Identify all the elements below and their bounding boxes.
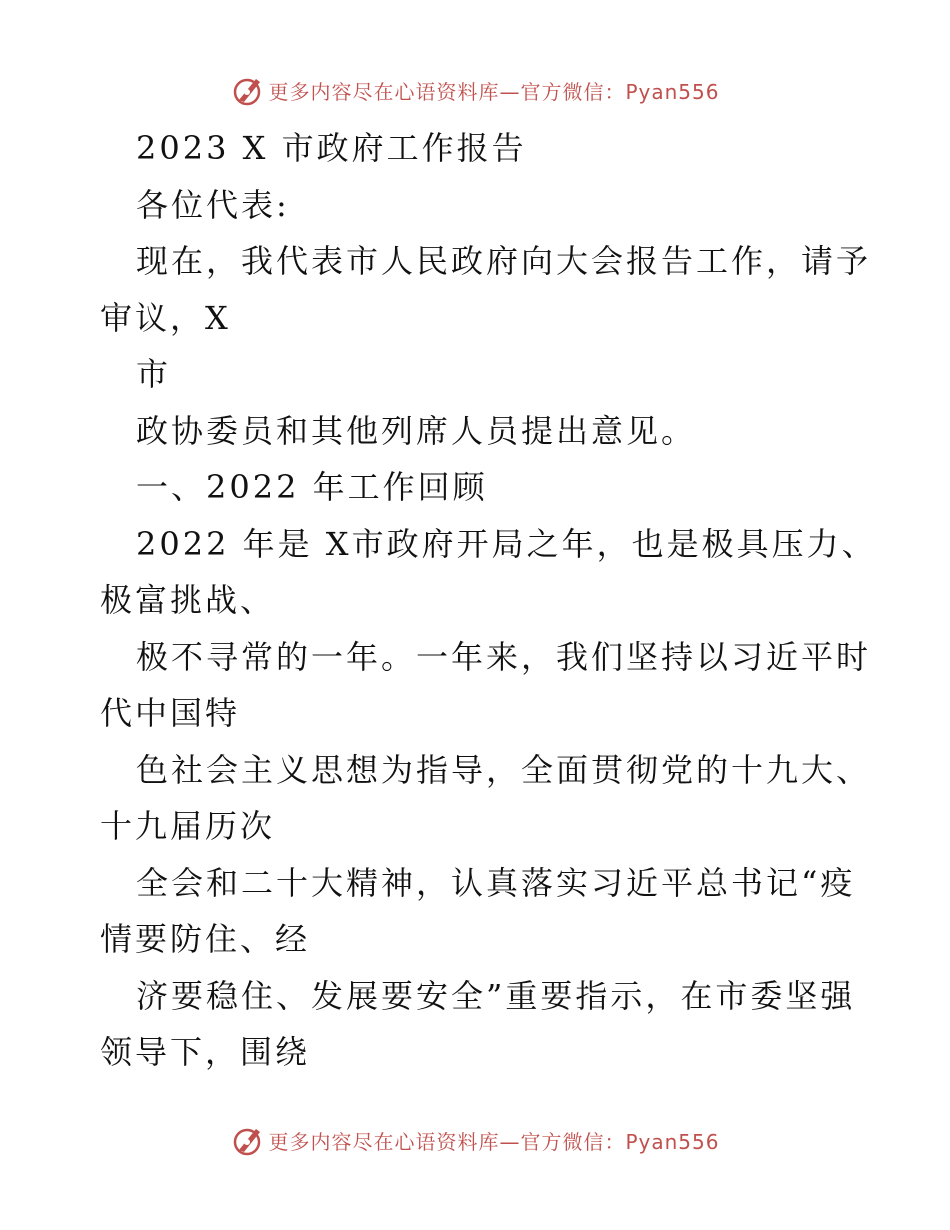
paragraph-line: 济要稳住、发展要安全”重要指示，在市委坚强: [136, 976, 856, 1015]
footer-banner: [0, 1120, 950, 1160]
salutation: 各位代表:: [136, 185, 290, 224]
document-title: 2023 X 市政府工作报告: [136, 129, 527, 167]
paragraph-line: 现在，我代表市人民政府向大会报告工作，请予: [136, 242, 872, 280]
banner-text: 更多内容尽在心语资料库—官方微信：Pyan556: [268, 1129, 720, 1154]
paragraph-line: 审议，X: [100, 298, 231, 337]
paragraph-line: 情要防住、经: [100, 920, 311, 958]
quill-pen-logo-icon: [230, 73, 264, 107]
section-heading: 一、2022 年工作回顾: [136, 468, 488, 506]
paragraph-line: 色社会主义思想为指导，全面贯彻党的十九大、: [136, 750, 872, 789]
banner-text: 更多内容尽在心语资料库—官方微信：Pyan556: [268, 79, 720, 104]
paragraph-line: 代中国特: [100, 694, 241, 732]
header-banner: [0, 70, 950, 110]
paragraph-line: 极富挑战、: [100, 581, 276, 619]
paragraph-line: 2022 年是 X市政府开局之年，也是极具压力、: [136, 524, 877, 563]
paragraph-line: 领导下，围绕: [100, 1033, 311, 1071]
paragraph-line: 政协委员和其他列席人员提出意见。: [136, 411, 697, 450]
paragraph-line: 十九届历次: [100, 807, 276, 845]
paragraph-line: 市: [136, 355, 172, 393]
paragraph-line: 极不寻常的一年。一年来，我们坚持以习近平时: [136, 637, 872, 676]
quill-pen-logo-icon: [230, 1123, 264, 1157]
document-body: [100, 120, 877, 1081]
paragraph-line: 全会和二十大精神，认真落实习近平总书记“疫: [136, 863, 856, 902]
